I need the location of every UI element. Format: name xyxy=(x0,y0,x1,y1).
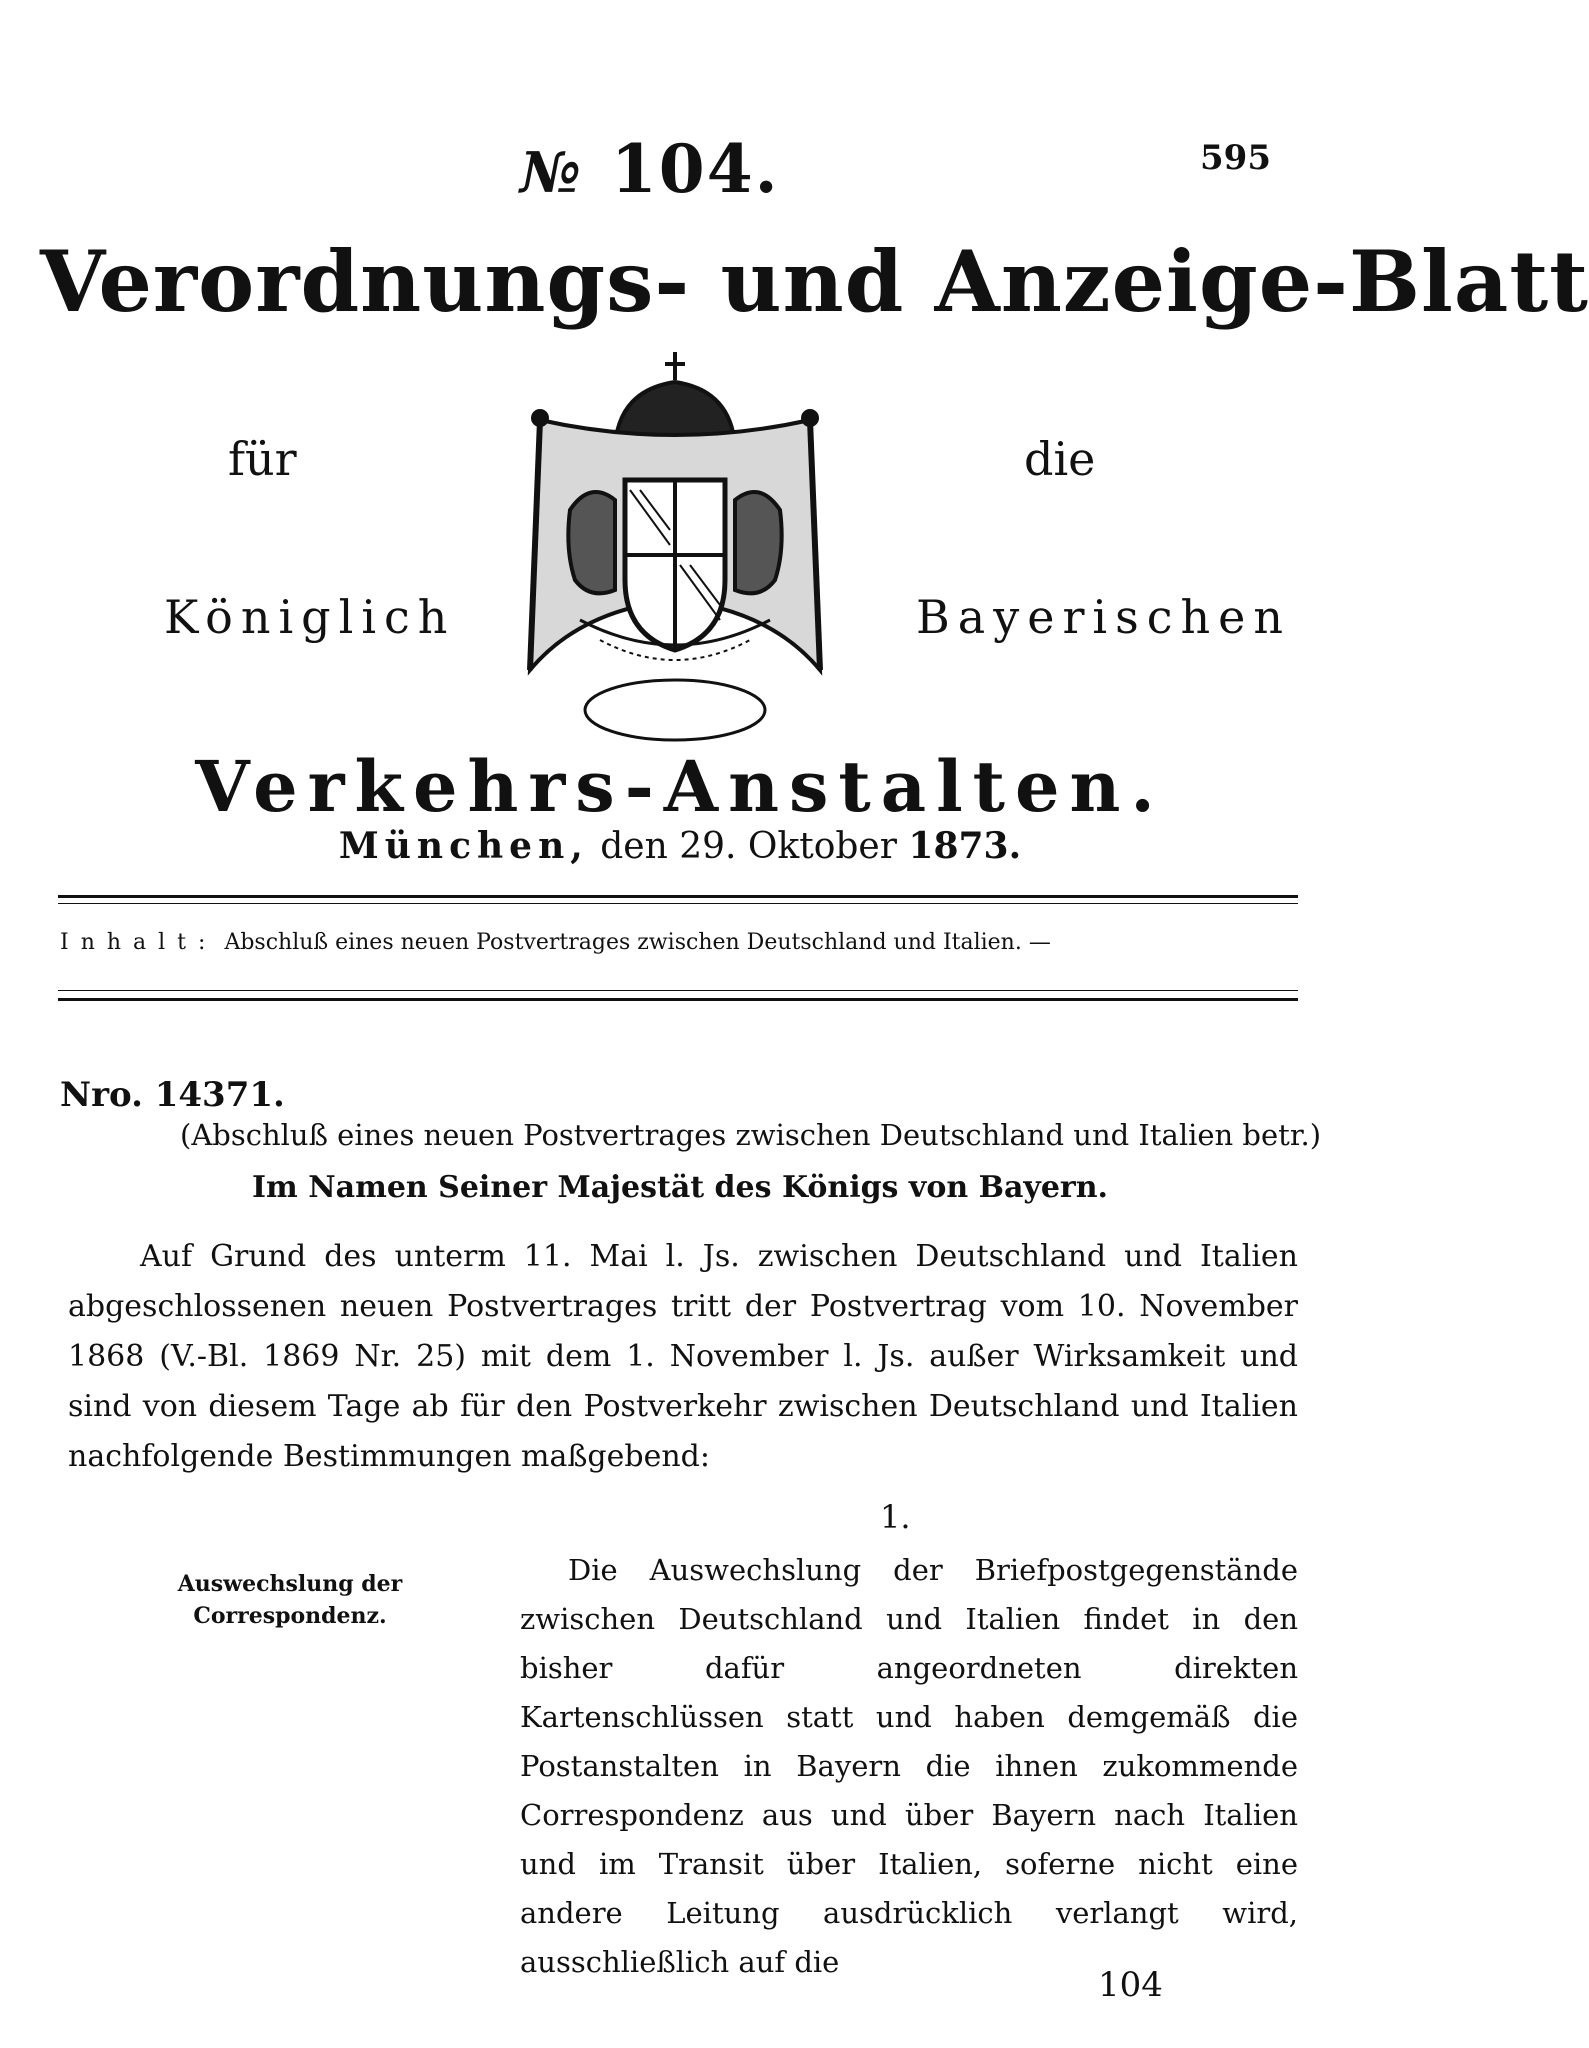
divider xyxy=(58,998,1298,1001)
subtitle: Verkehrs-Anstalten. xyxy=(195,745,1165,828)
page-title: Verordnungs- und Anzeige-Blatt xyxy=(40,232,1589,331)
notice-body: Auf Grund des unterm 11. Mai l. Js. zwischen Deutschland und Italien abgeschlossenen neuen Postvertrages tritt der Postvertrag vom 10. November 1868 (V.-Bl. 1869 Nr. 25) mit dem 1. November l. Js. außer Wirksamkeit und sind von diesem Tage ab für den Postverkehr zwischen Deutschland und Italien nachfolgende Bestimmungen maßgebend: xyxy=(68,1239,1298,1474)
issue-number xyxy=(520,130,780,208)
section-text: Die Auswechslung der Briefpostgegenstände zwischen Deutschland und Italien findet in den bisher dafür angeordneten direkten Kartenschlüssen statt und haben demgemäß die Postanstalten in Bayern die ihnen zukommende Correspondenz aus und über Bayern nach Italien und im Transit über Italien, soferne nicht eine andere Leitung ausdrücklich verlangt wird, ausschließlich auf die xyxy=(520,1553,1298,1979)
date-place: München, xyxy=(338,825,589,867)
contents-label: Inhalt: xyxy=(60,930,218,955)
contents-line xyxy=(60,930,1051,955)
title-word-bayerischen: Bayerischen xyxy=(916,590,1291,644)
notice-number: Nro. 14371. xyxy=(60,1075,285,1115)
divider xyxy=(58,903,1298,904)
divider xyxy=(58,895,1298,898)
title-word-koeniglich: Königlich xyxy=(164,590,456,644)
title-word-die: die xyxy=(1024,432,1096,486)
notice-subject: (Abschluß eines neuen Postvertrages zwischen Deutschland und Italien betr.) xyxy=(180,1118,1322,1152)
coat-of-arms-icon xyxy=(520,350,830,750)
date-text: den 29. Oktober xyxy=(600,826,897,867)
margin-note xyxy=(140,1568,440,1632)
page-number: 595 xyxy=(1200,138,1271,178)
dateline xyxy=(100,825,1260,867)
title-word-fuer: für xyxy=(228,432,297,486)
issue-number-value: 104. xyxy=(610,130,780,208)
issue-prefix: № xyxy=(520,140,583,206)
contents-text: Abschluß eines neuen Postvertrages zwischen Deutschland und Italien. — xyxy=(224,930,1051,955)
margin-note-line: Correspondenz. xyxy=(193,1603,387,1629)
divider xyxy=(58,990,1298,991)
footer-signature: 104 xyxy=(1098,1965,1163,2005)
notice-preamble: Im Namen Seiner Majestät des Königs von Bayern. xyxy=(252,1170,1108,1205)
section-number: 1. xyxy=(880,1498,911,1536)
margin-note-line: Auswechslung der xyxy=(177,1571,403,1597)
date-year: 1873. xyxy=(908,825,1022,867)
